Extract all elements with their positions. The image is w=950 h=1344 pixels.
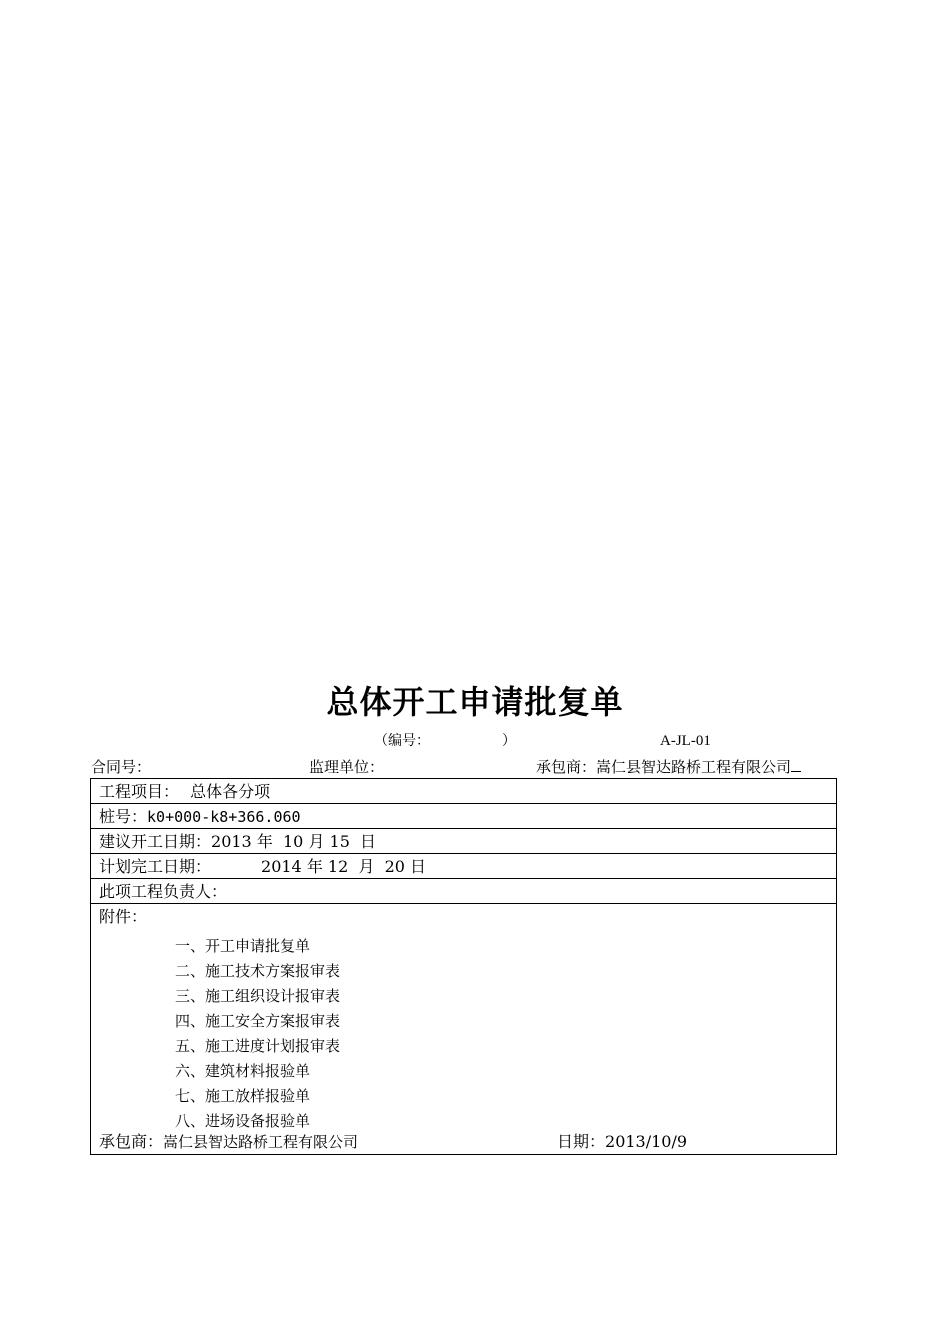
- form-id: A-JL-01: [660, 733, 711, 749]
- attachments-label: 附件：: [99, 907, 148, 926]
- footer-date-value: 2013/10/9: [605, 1132, 688, 1151]
- attachment-item: 三、施工组织设计报审表: [175, 987, 341, 1005]
- start-date-row: [91, 829, 836, 854]
- document-title: 总体开工申请批复单: [326, 683, 624, 721]
- contractor-top: [536, 757, 801, 777]
- code-label: （编号：: [374, 733, 430, 749]
- pile-value: k0+000-k8+366.060: [147, 808, 301, 826]
- pile-row: [91, 804, 836, 829]
- supervisor-label: 监理单位：: [309, 758, 385, 776]
- footer-contractor: [99, 1131, 358, 1153]
- manager-row: [91, 879, 836, 904]
- approval-form-table: [90, 778, 837, 1155]
- footer-contractor-label: 承包商：: [99, 1132, 164, 1151]
- footer-date: [557, 1131, 687, 1153]
- contractor-top-value: 嵩仁县智达路桥工程有限公司: [596, 758, 792, 776]
- project-row: [91, 779, 836, 804]
- attachment-item: 六、建筑材料报验单: [175, 1062, 311, 1080]
- finish-date-row: [91, 854, 836, 879]
- project-label: 工程项目：: [99, 782, 180, 801]
- contractor-underline: [791, 757, 801, 772]
- attachment-item: 八、进场设备报验单: [175, 1112, 311, 1130]
- start-date-label: 建议开工日期：: [99, 832, 212, 851]
- attachment-item: 一、开工申请批复单: [175, 937, 311, 955]
- attachments-section: [91, 904, 836, 1154]
- finish-date-value: 2014 年 12 月 20 日: [261, 857, 427, 876]
- attachment-item: 五、施工进度计划报审表: [175, 1037, 341, 1055]
- start-date-value: 2013 年 10 月 15 日: [211, 832, 377, 851]
- footer-contractor-value: 嵩仁县智达路桥工程有限公司: [163, 1133, 359, 1151]
- attachment-item: 七、施工放样报验单: [175, 1087, 311, 1105]
- contract-label: 合同号：: [91, 758, 152, 776]
- manager-label: 此项工程负责人：: [99, 882, 228, 901]
- code-close: ）: [502, 733, 516, 749]
- footer-date-label: 日期：: [557, 1132, 606, 1151]
- contractor-top-label: 承包商：: [536, 758, 597, 776]
- attachment-item: 四、施工安全方案报审表: [175, 1012, 341, 1030]
- pile-label: 桩号：: [99, 807, 148, 826]
- attachment-item: 二、施工技术方案报审表: [175, 962, 341, 980]
- finish-date-label: 计划完工日期：: [99, 857, 212, 876]
- attachments-list: [175, 934, 340, 1134]
- project-value: 总体各分项: [190, 782, 271, 801]
